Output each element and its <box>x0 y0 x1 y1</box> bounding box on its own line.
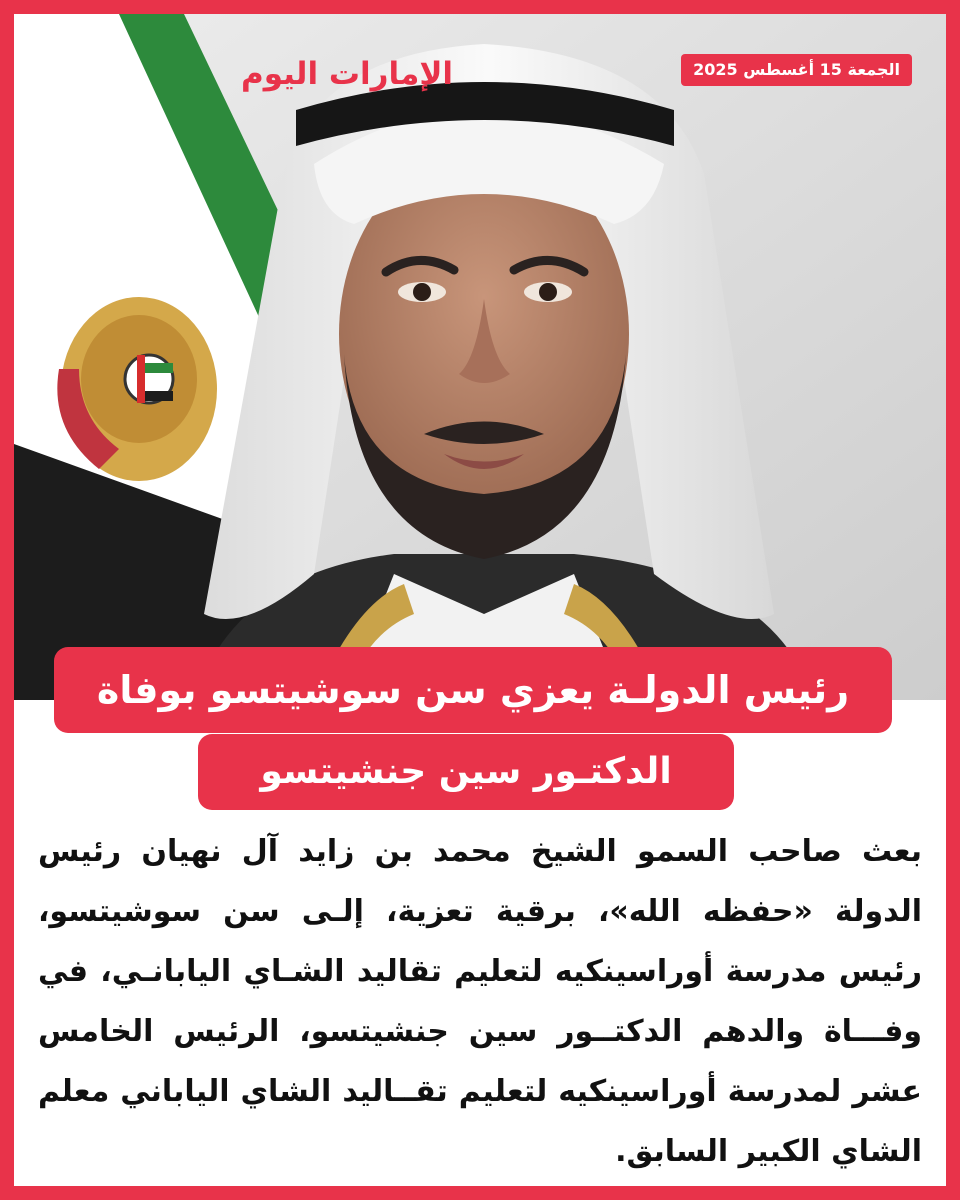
headline-line-1: رئيس الدولـة يعزي سن سوشيتسو بوفاة <box>54 647 892 733</box>
headline-line-2: الدكتـور سين جنشيتسو <box>198 734 734 810</box>
svg-text:الإمارات اليوم: الإمارات اليوم <box>241 56 454 92</box>
article-body: بعث صاحب السمو الشيخ محمد بن زايد آل نهيان رئيس الدولة «حفظه الله»، برقية تعزية، إلـى سن سوشيتسو، رئيس مدرسة أوراسينكيه لتعليم تقاليد الشـاي اليابانـي، في وفـــاة والدهم الدكتــور سين جنشيتسو، الرئيس الخامس عشر لمدرسة أوراسينكيه لتعليم تقــاليد الشاي الياباني معلم الشاي الكبير السابق. <box>38 834 922 1169</box>
post-card <box>14 14 946 1186</box>
portrait-photo <box>14 14 946 700</box>
date-badge: الجمعة 15 أغسطس 2025 <box>681 54 912 86</box>
brand-logo <box>36 44 454 100</box>
